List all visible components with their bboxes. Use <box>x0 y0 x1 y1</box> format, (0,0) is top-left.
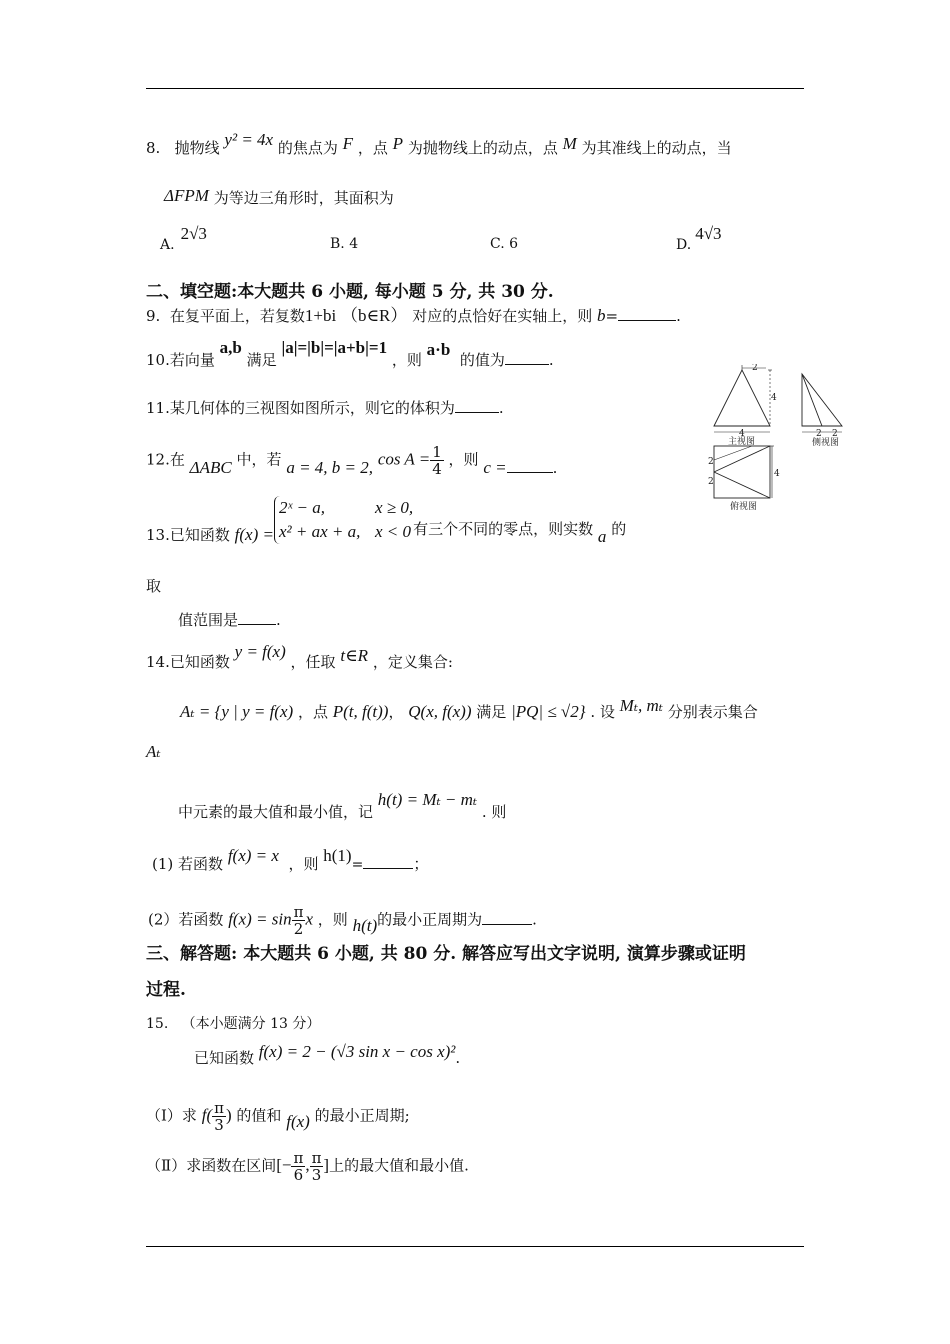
q14-line3 <box>146 742 161 762</box>
q9-text: 对应的点恰好在实轴上，则 <box>412 307 593 325</box>
q14-h-definition: h(t) = Mₜ − mₜ <box>377 790 478 809</box>
q15-number: 15. <box>146 1016 169 1032</box>
top-view-rect <box>714 446 770 498</box>
q9-text: 在复平面上，若复数 <box>169 307 305 325</box>
q15-part2-frac2-num: π <box>311 1149 322 1167</box>
q15-text: 已知函数 <box>194 1049 255 1067</box>
front-dim-width: 4 <box>739 429 745 439</box>
q13-line <box>146 496 626 544</box>
front-dim-top: 2 <box>752 364 758 373</box>
q12-text: 中，若 <box>236 450 282 469</box>
front-view <box>714 364 777 447</box>
q8-text: 抛物线 <box>174 139 220 157</box>
q15-part2-right: ] <box>323 1155 330 1175</box>
q14-part1-text: (1) 若函数 <box>152 855 224 873</box>
top-dim-left-1: 2 <box>708 457 714 467</box>
q15-part1-frac-den: 3 <box>214 1116 224 1134</box>
section3-title-line1: 三、解答题: 本大题共 6 小题, 共 80 分. 解答应写出文字说明, 演算步骤或证明 <box>146 944 746 964</box>
q10-text: 满足 <box>246 351 277 369</box>
q9-end: . <box>676 307 681 325</box>
label-front-view: 主视图 <box>728 437 756 447</box>
q13-text: 有三个不同的零点，则实数 <box>413 520 594 538</box>
q14-line4 <box>178 790 507 822</box>
q8-triangle: ΔFPM <box>164 186 209 205</box>
q8-option-b: B. 4 <box>330 236 359 252</box>
q15-part2-text: （Ⅱ）求函数在区间 <box>146 1156 277 1175</box>
q12-end: . <box>552 458 558 477</box>
q10-text: ，则 <box>391 351 422 369</box>
q9-condition: （b∈R） <box>340 306 408 325</box>
q12-text: 在 <box>169 450 185 469</box>
q14-part2-ht: h(t) <box>352 915 378 935</box>
q14-set-at: Aₜ <box>146 742 161 761</box>
q15-part1-f: f( <box>201 1105 213 1125</box>
side-dim-left: 2 <box>816 429 822 439</box>
q15-part1-frac-num: π <box>214 1099 224 1117</box>
q11-answer-blank <box>455 412 499 413</box>
q13-variable: a <box>597 527 607 546</box>
q14-function: y = f(x) <box>234 642 286 661</box>
q13-case2: x² + ax + a, <box>278 522 361 541</box>
q12-cos: cos A = <box>377 449 431 469</box>
q14-part1 <box>152 846 429 875</box>
q15-part1 <box>146 1100 410 1133</box>
q14-text: 满足 <box>476 703 507 721</box>
q12-c: c = <box>483 457 507 477</box>
q12-frac-num: 1 <box>432 443 442 461</box>
q14-part2-text: (2）若函数 <box>148 910 224 929</box>
q14-line1 <box>146 642 453 672</box>
label-side-view: 侧视图 <box>812 438 840 448</box>
q12-frac-den: 4 <box>432 460 442 478</box>
q9-number: 9. <box>146 307 161 325</box>
q13-answer-blank <box>238 624 276 625</box>
q14-text: 中元素的最大值和最小值，记 <box>178 803 374 821</box>
q15-part2-fraction2 <box>310 1150 324 1183</box>
q13-number: 13. <box>146 526 170 544</box>
q9-complex-number: 1+bi <box>304 306 337 325</box>
q10-text: 若向量 <box>169 351 215 369</box>
q14-part1-text: ，则 <box>288 855 319 873</box>
q12-text: ，则 <box>448 450 479 469</box>
q13-line3 <box>178 610 281 630</box>
q13-case1-condition: x ≥ 0, <box>374 498 414 517</box>
top-dim-height: 4 <box>774 469 780 479</box>
q15-part1-fx: f(x) <box>286 1111 310 1131</box>
q14-point-p: P(t, f(t)) <box>332 702 389 721</box>
three-view-figure <box>708 364 858 512</box>
q8-number: 8. <box>146 139 161 157</box>
q8-text: 为等边三角形时，其面积为 <box>213 189 394 207</box>
q12-fraction <box>430 444 444 477</box>
q14-part2-x: x <box>305 909 313 929</box>
q10-condition: |a|=|b|=|a+b|=1 <box>281 338 388 357</box>
q9-variable: b <box>596 306 606 325</box>
label-top-view: 俯视图 <box>730 502 758 512</box>
q14-point-q: Q(x, f(x)) <box>408 702 472 721</box>
q11-text: 11.某几何体的三视图如图所示，则它的体积为 <box>146 399 455 417</box>
front-view-triangle <box>714 370 770 426</box>
q14-part2-text: 的最小正周期为 <box>377 910 483 929</box>
front-dim-height: 4 <box>771 393 777 403</box>
q15-part2-comma: , <box>305 1155 310 1175</box>
q8-option-a: A.2√3 <box>160 224 207 253</box>
q14-part2-frac-num: π <box>293 903 304 921</box>
q14-part1-equals: = <box>351 857 364 873</box>
q15-part1-text: （Ⅰ）求 <box>146 1106 197 1125</box>
q15-part1-fraction <box>212 1100 226 1133</box>
q12-line <box>146 444 557 477</box>
q10-end: . <box>548 351 554 369</box>
q14-text: ，点 <box>297 703 328 721</box>
q14-part2-frac-den: 2 <box>293 920 304 938</box>
q12-number: 12. <box>146 450 170 469</box>
q14-max-min: Mₜ, mₜ <box>619 696 663 715</box>
q14-text: 分别表示集合 <box>667 703 758 721</box>
q14-text: . 设 <box>590 703 615 721</box>
q15-part2-frac2-den: 3 <box>311 1166 322 1184</box>
q13-function: f(x) = <box>234 525 274 544</box>
q12-answer-blank <box>507 472 553 473</box>
q14-text: ，任取 <box>290 653 336 671</box>
q14-text: 已知函数 <box>169 653 230 671</box>
q8-text: ，点 <box>357 139 388 157</box>
q15-part1-text: 的值和 <box>236 1106 282 1125</box>
q14-set: Aₜ = {y | y = f(x) <box>180 702 294 721</box>
q14-part1-function: f(x) = x <box>227 846 279 865</box>
q14-number: 14. <box>146 653 170 671</box>
q11-end: . <box>498 399 504 417</box>
q10-answer-blank <box>505 364 549 365</box>
q14-part1-answer-blank <box>363 868 413 869</box>
q14-part2-answer-blank <box>482 924 532 925</box>
q14-line2 <box>180 696 758 722</box>
q10-text: 的值为 <box>459 351 505 369</box>
q10-vectors: a,b <box>219 338 242 357</box>
q9-line <box>146 306 681 326</box>
q14-condition: t∈R <box>340 646 369 665</box>
q8-point-m: M <box>562 134 577 153</box>
q14-part1-end: ； <box>413 855 429 873</box>
q14-text: ，定义集合: <box>372 653 453 671</box>
q13-end: . <box>276 611 281 629</box>
q8-text: 为其准线上的动点，当 <box>581 139 732 157</box>
q15-end: . <box>455 1049 461 1067</box>
q15-header <box>146 1014 320 1034</box>
q8-text: 的焦点为 <box>277 139 338 157</box>
q15-function: f(x) = 2 − (√3 sin x − cos x)² <box>258 1042 456 1061</box>
q13-case1: 2ˣ − a, <box>278 498 325 517</box>
q8-option-d: D.4√3 <box>676 224 722 253</box>
q14-separator: ， <box>388 703 404 721</box>
q13-text: 的 <box>611 520 627 538</box>
section2-title: 二、填空题:本大题共 6 小题, 每小题 5 分, 共 30 分. <box>146 282 554 302</box>
q15-part2 <box>146 1150 469 1183</box>
q15-part2-fraction1 <box>291 1150 305 1183</box>
q8-line2 <box>164 188 394 208</box>
q9-answer-blank <box>618 320 676 321</box>
q10-dot-product: a·b <box>426 340 451 359</box>
top-rule <box>146 88 804 89</box>
q8-option-c: C. 6 <box>490 236 519 252</box>
q15-part2-left: [− <box>276 1155 292 1175</box>
q13-text: 已知函数 <box>169 526 230 544</box>
q8-parabola-equation: y² = 4x <box>224 130 274 149</box>
q15-part2-frac1-num: π <box>293 1149 304 1167</box>
q15-given <box>194 1042 461 1068</box>
q8-point-p: P <box>392 134 404 153</box>
q8-focus: F <box>342 134 354 153</box>
q9-equals: = <box>605 307 619 325</box>
top-dim-left-2: 2 <box>708 477 714 487</box>
q13-line2: 取 <box>146 577 162 595</box>
q14-part1-h1: h(1) <box>323 846 352 865</box>
side-view-triangle <box>802 374 842 426</box>
q10-line <box>146 338 554 370</box>
q13-case2-condition: x < 0 <box>374 522 411 541</box>
q15-part2-frac1-den: 6 <box>293 1166 304 1184</box>
q14-part2 <box>148 904 537 937</box>
q15-part2-text: 上的最大值和最小值. <box>329 1156 469 1175</box>
q15-part1-text: 的最小正周期; <box>314 1106 410 1125</box>
q14-part2-text: ，则 <box>317 910 348 929</box>
q15-points: （本小题满分 13 分） <box>181 1016 321 1032</box>
q11-line <box>146 398 504 418</box>
q14-part2-function: f(x) = sin <box>228 909 292 929</box>
q8-line1 <box>146 130 732 158</box>
section3-title-line2: 过程. <box>146 980 186 1000</box>
side-view <box>802 374 842 448</box>
q10-number: 10. <box>146 351 170 369</box>
q12-sides: a = 4, b = 2, <box>286 457 374 477</box>
bottom-rule <box>146 1246 804 1247</box>
top-view <box>708 446 780 512</box>
q13-text: 值范围是 <box>178 611 239 629</box>
q12-triangle: ΔABC <box>189 457 232 477</box>
q14-inequality: |PQ| ≤ √2} <box>511 702 586 721</box>
q14-text: . 则 <box>481 803 507 821</box>
q14-part2-fraction <box>292 904 306 937</box>
q13-piecewise <box>274 496 413 544</box>
q14-part2-end: . <box>532 910 537 929</box>
side-dim-right: 2 <box>832 429 838 439</box>
q15-part1-close: ) <box>225 1105 232 1125</box>
q8-text: 为抛物线上的动点，点 <box>407 139 558 157</box>
